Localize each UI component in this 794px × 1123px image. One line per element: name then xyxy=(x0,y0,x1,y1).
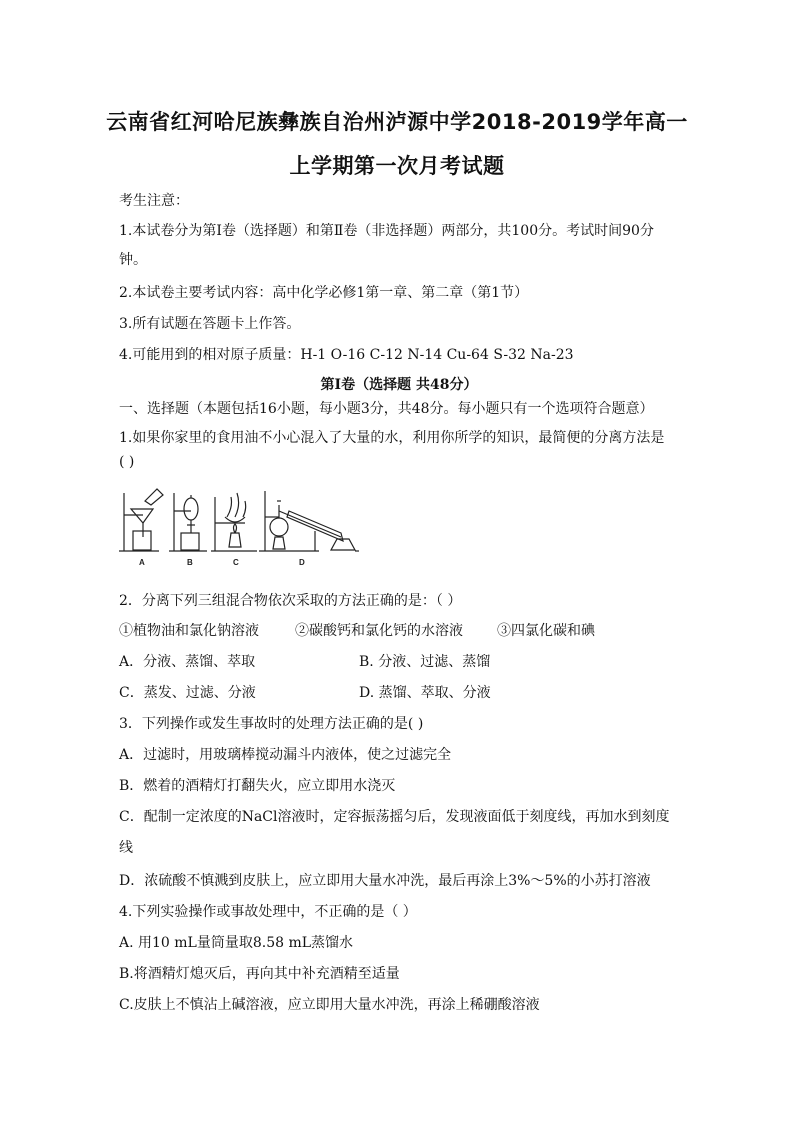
figure-label-b: B xyxy=(187,558,193,567)
notice-4: 4.可能用到的相对原子质量：H-1 O-16 C-12 N-14 Cu-64 S-32 Na-23 xyxy=(119,347,574,363)
q2-option-b: B. 分液、过滤、蒸馏 xyxy=(359,654,491,670)
q3-option-c-cont: 线 xyxy=(119,840,133,856)
q4-option-c: C.皮肤上不慎沾上碱溶液，应立即用大量水冲洗，再涂上稀硼酸溶液 xyxy=(119,997,540,1013)
section-intro: 一、选择题（本题包括16小题，每小题3分，共48分。每小题只有一个选项符合题意） xyxy=(119,401,654,417)
q4-option-b: B.将酒精灯熄灭后，再向其中补充酒精至适量 xyxy=(119,966,400,982)
q2-mixture-1: ①植物油和氯化钠溶液 xyxy=(119,623,259,639)
separatory-funnel-apparatus xyxy=(169,493,207,551)
q2-option-c: C．蒸发、过滤、分液 xyxy=(119,685,256,701)
q3-option-d: D．浓硫酸不慎溅到皮肤上，应立即用大量水冲洗，最后再涂上3%～5%的小苏打溶液 xyxy=(119,873,651,889)
q2-mixtures xyxy=(119,620,679,640)
apparatus-illustration xyxy=(119,487,359,569)
q1-apparatus-figure xyxy=(119,487,359,569)
figure-label-a: A xyxy=(139,558,145,567)
q4-option-a: A. 用10 mL量筒量取8.58 mL蒸馏水 xyxy=(119,935,354,951)
q2-options-row-2 xyxy=(119,682,679,702)
filtration-apparatus xyxy=(119,489,163,551)
q2-stem: 2．分离下列三组混合物依次采取的方法正确的是：（ ） xyxy=(119,593,462,609)
exam-title-line-2: 上学期第一次月考试题 xyxy=(289,154,505,178)
q2-mixture-3: ③四氯化碳和碘 xyxy=(497,623,595,639)
notice-1: 1.本试卷分为第Ⅰ卷（选择题）和第Ⅱ卷（非选择题）两部分，共100分。考试时间90分 xyxy=(119,223,654,239)
q4-stem: 4.下列实验操作或事故处理中，不正确的是（ ） xyxy=(119,904,417,920)
figure-label-d: D xyxy=(299,558,305,567)
q1-blank: ( ) xyxy=(119,454,135,470)
q2-option-d: D. 蒸馏、萃取、分液 xyxy=(359,685,491,701)
q3-stem: 3．下列操作或发生事故时的处理方法正确的是( ) xyxy=(119,716,424,732)
q2-options-row-1 xyxy=(119,651,679,671)
section-title: 第Ⅰ卷（选择题 共48分） xyxy=(320,377,478,393)
q3-option-c: C．配制一定浓度的NaCl溶液时，定容振荡摇匀后，发现液面低于刻度线，再加水到刻度 xyxy=(119,809,670,825)
q2-mixture-2: ②碳酸钙和氯化钙的水溶液 xyxy=(295,623,463,639)
q3-option-a: A．过滤时，用玻璃棒搅动漏斗内液体，使之过滤完全 xyxy=(119,747,452,763)
notice-2: 2.本试卷主要考试内容：高中化学必修1第一章、第二章（第1节） xyxy=(119,285,529,301)
exam-title-line-1: 云南省红河哈尼族彝族自治州泸源中学2018-2019学年高一 xyxy=(106,110,688,134)
q1-stem: 1.如果你家里的食用油不小心混入了大量的水，利用你所学的知识，最简便的分离方法是 xyxy=(119,430,665,446)
notice-1-cont: 钟。 xyxy=(119,252,147,268)
notice-heading: 考生注意： xyxy=(119,193,189,209)
figure-label-c: C xyxy=(233,558,239,567)
evaporation-apparatus xyxy=(211,493,257,551)
q3-option-b: B．燃着的酒精灯打翻失火，应立即用水浇灭 xyxy=(119,778,396,794)
distillation-apparatus xyxy=(259,491,359,551)
notice-3: 3.所有试题在答题卡上作答。 xyxy=(119,316,301,332)
q2-option-a: A．分液、蒸馏、萃取 xyxy=(119,654,256,670)
